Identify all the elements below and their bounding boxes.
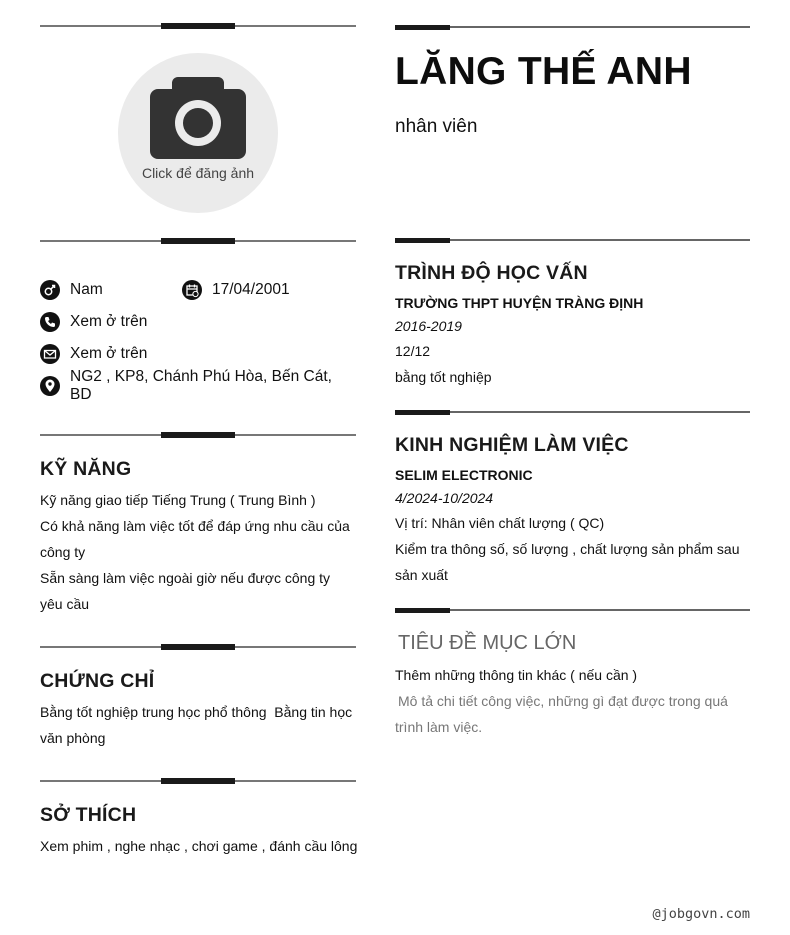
skill-item: Kỹ năng giao tiếp Tiếng Trung ( Trung Bình ): [40, 492, 316, 508]
experience-role: Vị trí: Nhân viên chất lượng ( QC): [395, 515, 605, 531]
skill-item: Sẵn sàng làm việc ngoài giờ nếu được công ty yêu cầu: [40, 570, 331, 612]
email-row: [40, 343, 147, 365]
phone-value: Xem ở trên: [70, 313, 148, 330]
skills-title: KỸ NĂNG: [40, 458, 132, 480]
divider: [40, 644, 356, 650]
skills-list: [40, 487, 356, 617]
address-value: NG2 , KP8, Chánh Phú Hòa, Bến Cát, BD: [70, 368, 332, 403]
gender-value: Nam: [70, 281, 103, 298]
certificates-title: CHỨNG CHỈ: [40, 670, 155, 692]
education-period: 2016-2019: [395, 318, 462, 334]
divider: [395, 25, 750, 30]
certificates-text: Bằng tốt nghiệp trung học phổ thông Bằng tin học văn phòng: [40, 704, 357, 746]
birthdate-row: [182, 279, 290, 301]
email-icon: [40, 344, 60, 364]
company-name: SELIM ELECTRONIC: [395, 467, 533, 483]
experience-period: 4/2024-10/2024: [395, 490, 494, 506]
school-name: TRƯỜNG THPT HUYỆN TRÀNG ĐỊNH: [395, 295, 644, 311]
extra-text: Thêm những thông tin khác ( nếu cần ): [395, 667, 638, 683]
calendar-icon: [182, 280, 202, 300]
divider: [40, 432, 356, 438]
divider: [395, 238, 750, 243]
divider: [40, 238, 356, 244]
job-position: nhân viên: [395, 116, 478, 137]
gender-row: [40, 279, 103, 301]
education-title: TRÌNH ĐỘ HỌC VẤN: [395, 262, 588, 284]
hobbies-title: SỞ THÍCH: [40, 804, 137, 826]
footer-brand: @jobgovn.com: [652, 906, 750, 922]
experience-title: KINH NGHIỆM LÀM VIỆC: [395, 434, 629, 456]
candidate-name: LĂNG THẾ ANH: [395, 50, 692, 93]
divider: [395, 410, 750, 415]
location-icon: [40, 376, 60, 396]
education-grade: 12/12: [395, 343, 431, 359]
divider: [395, 608, 750, 613]
birthdate-value: 17/04/2001: [212, 281, 290, 298]
avatar-upload[interactable]: [118, 53, 278, 213]
education-degree: bằng tốt nghiệp: [395, 369, 492, 385]
camera-icon: [150, 75, 246, 159]
phone-row: [40, 311, 147, 333]
skill-item: Có khả năng làm việc tốt để đáp ứng nhu cầu của công ty: [40, 518, 350, 560]
gender-icon: [40, 280, 60, 300]
experience-description: Kiểm tra thông số, số lượng , chất lượng sản phẩm sau sản xuất: [395, 541, 740, 583]
phone-icon: [40, 312, 60, 332]
avatar-caption: Click để đăng ảnh: [141, 165, 255, 181]
email-value: Xem ở trên: [70, 345, 148, 362]
hobbies-text: Xem phim , nghe nhạc , chơi game , đánh cầu lông: [40, 838, 358, 854]
address-row: [40, 368, 356, 403]
extra-placeholder: Mô tả chi tiết công việc, những gì đạt được trong quá trình làm việc.: [395, 693, 728, 735]
extra-title: TIÊU ĐỀ MỤC LỚN: [398, 632, 577, 654]
divider: [40, 778, 356, 784]
divider: [40, 23, 356, 29]
